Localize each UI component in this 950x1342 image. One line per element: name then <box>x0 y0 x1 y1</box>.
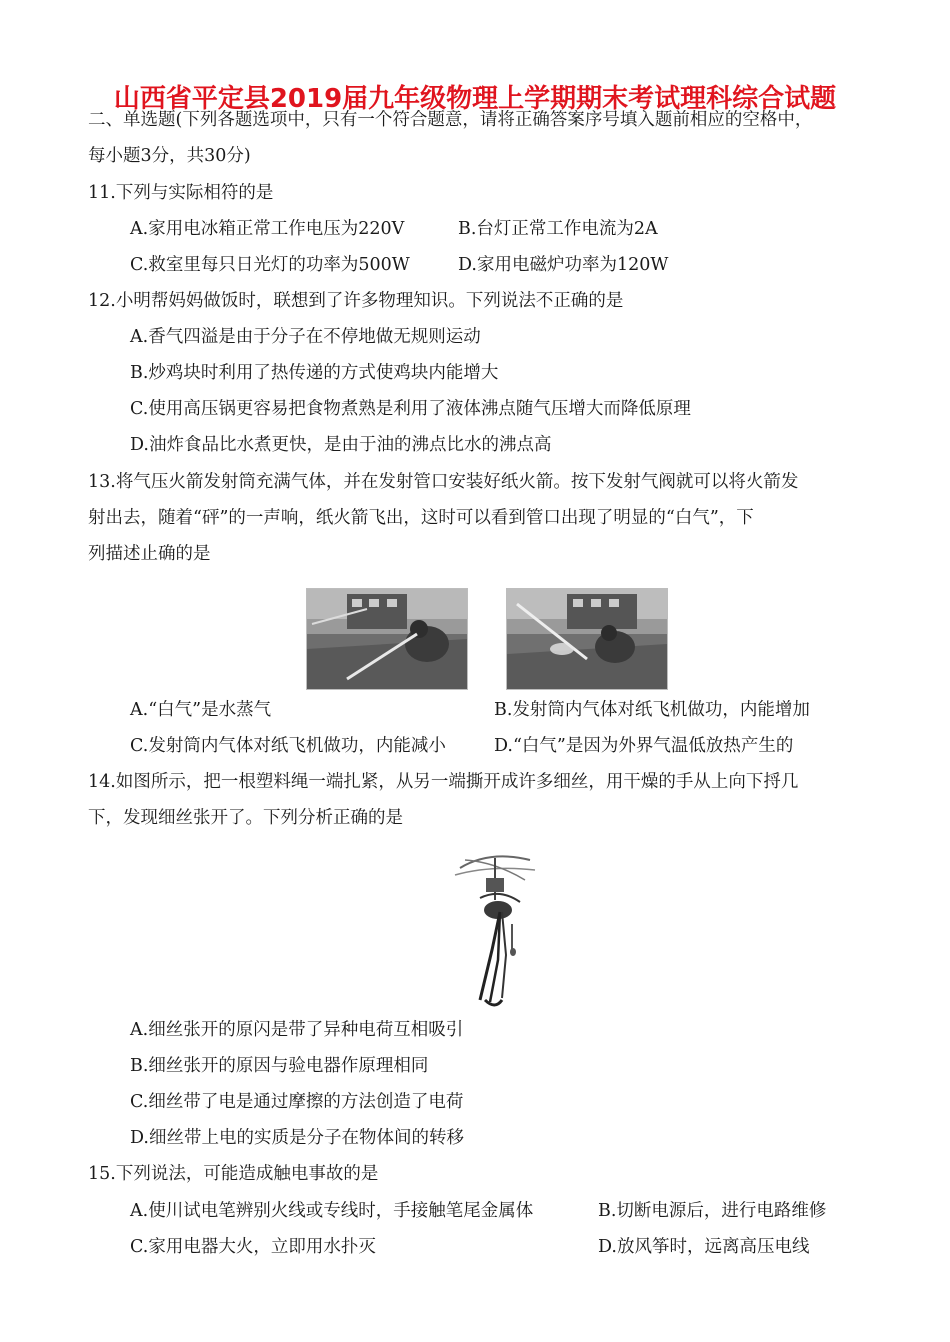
q11-stem: 11.下列与实际相符的是 <box>88 183 274 203</box>
q15-option-b: B.切断电源后，进行电路维修 <box>598 1201 827 1221</box>
q15-option-c: C.家用电器大火，立即用水扑灭 <box>130 1237 376 1257</box>
q11-option-a: A.家用电冰箱正常工作电压为220V <box>130 219 405 239</box>
q13-stem-line-2: 射出去，随着“砰”的一声响，纸火箭飞出，这时可以看到管口出现了明显的“白气”，下 <box>88 508 754 528</box>
q14-stem-line-2: 下，发现细丝张开了。下列分析正确的是 <box>88 808 403 828</box>
section-instruction-line-1: 二、单选题(下列各题选项中，只有一个符合题意，请将正确答案序号填入题前相应的空格中， <box>88 110 813 130</box>
q14-option-a: A.细丝张开的原闪是带了异种电荷互相吸引 <box>130 1020 464 1040</box>
q12-stem: 12.小明帮妈妈做饭时，联想到了许多物理知识。下列说法不正确的是 <box>88 291 624 311</box>
q13-option-c: C.发射筒内气体对纸飞机做功，内能减小 <box>130 736 446 756</box>
q12-option-a: A.香气四溢是由于分子在不停地做无规则运动 <box>130 327 481 347</box>
q13-stem-line-1: 13.将气压火箭发射筒充满气体，并在发射管口安装好纸火箭。按下发射气阀就可以将火箭发 <box>88 472 799 492</box>
q12-option-b: B.炒鸡块时利用了热传递的方式使鸡块内能增大 <box>130 363 499 383</box>
q13-stem-line-3: 列描述止确的是 <box>88 544 211 564</box>
q11-option-b: B.台灯正常工作电流为2A <box>458 219 658 239</box>
plastic-string-figure <box>440 840 550 1020</box>
q15-option-a: A.使川试电笔辨别火线或专线时，手接触笔尾金属体 <box>130 1201 534 1221</box>
q13-option-a: A.“白气”是水蒸气 <box>130 700 272 720</box>
q14-option-b: B.细丝张开的原因与验电器作原理相同 <box>130 1056 429 1076</box>
rocket-launch-photo-left <box>306 588 468 690</box>
page-title: 山西省平定县2019届九年级物理上学期期末考试理科综合试题 <box>113 84 837 114</box>
q14-stem-line-1: 14.如图所示，把一根塑料绳一端扎紧，从另一端撕开成许多细丝，用干燥的手从上向下捋几 <box>88 772 799 792</box>
rocket-launch-photo-right <box>506 588 668 690</box>
q13-option-d: D.“白气”是因为外界气温低放热产生的 <box>494 736 794 756</box>
section-instruction-line-2: 每小题3分，共30分) <box>88 146 251 166</box>
q14-option-d: D.细丝带上电的实质是分子在物体间的转移 <box>130 1128 464 1148</box>
q12-option-c: C.使用高压锅更容易把食物煮熟是利用了液体沸点随气压增大而降低原理 <box>130 399 691 419</box>
q11-option-c: C.救室里每只日光灯的功率为500W <box>130 255 410 275</box>
q15-option-d: D.放风筝时，远离高压电线 <box>598 1237 810 1257</box>
q13-option-b: B.发射筒内气体对纸飞机做功，内能增加 <box>494 700 810 720</box>
q11-option-d: D.家用电磁炉功率为120W <box>458 255 669 275</box>
q12-option-d: D.油炸食品比水煮更快，是由于油的沸点比水的沸点高 <box>130 435 552 455</box>
q14-option-c: C.细丝带了电是通过摩擦的方法创造了电荷 <box>130 1092 464 1112</box>
q15-stem: 15.下列说法，可能造成触电事故的是 <box>88 1164 379 1184</box>
